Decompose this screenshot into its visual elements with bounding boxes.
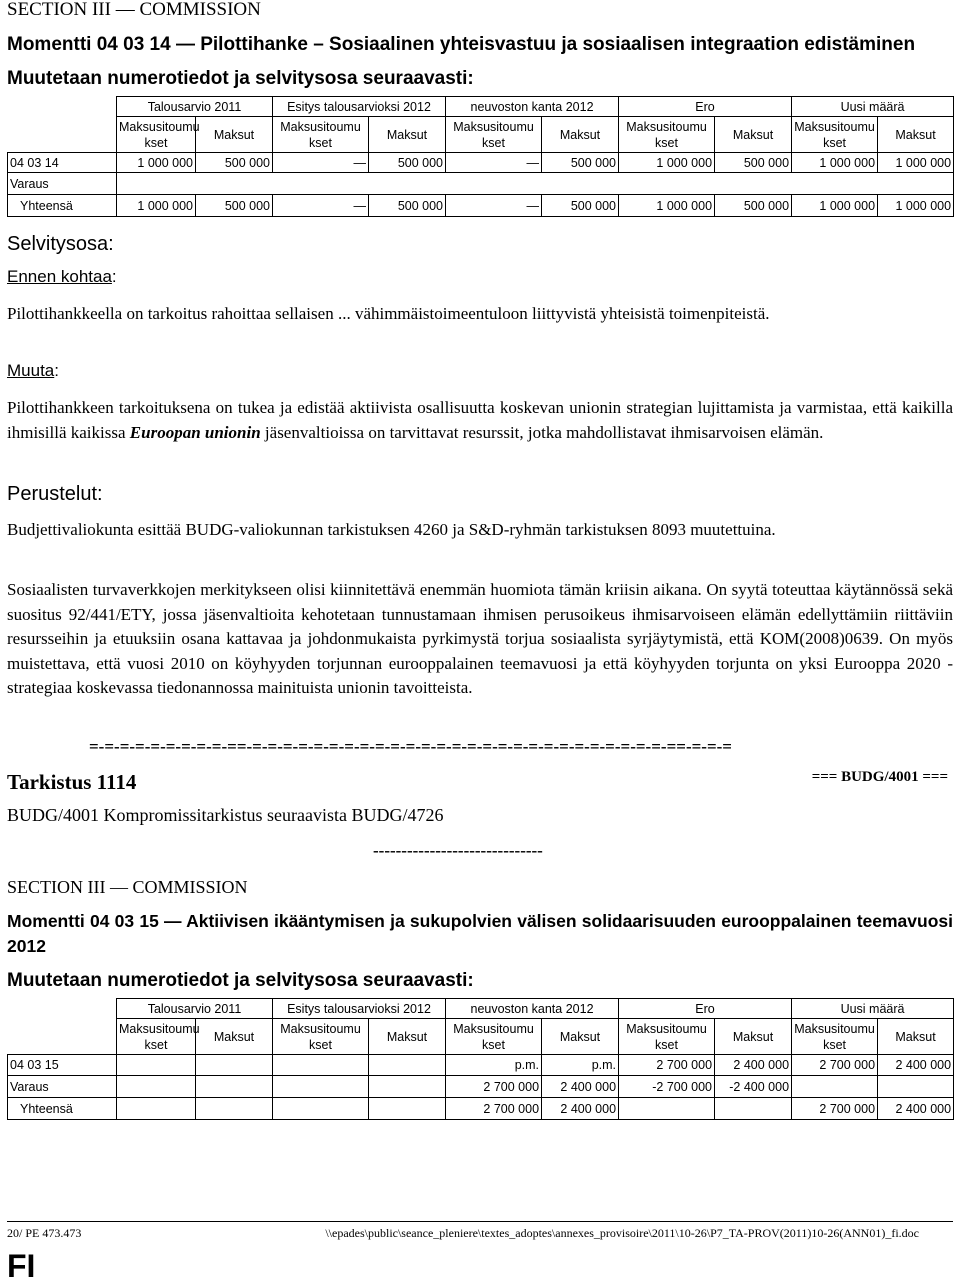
table-cell: 2 400 000 (878, 1098, 954, 1120)
table-cell (369, 1055, 446, 1076)
table-cell: 2 700 000 (619, 1055, 715, 1076)
table-cell (369, 1098, 446, 1120)
header-commitments: Maksusitoumu kset (619, 1019, 715, 1055)
table-cell: 500 000 (715, 153, 792, 173)
header-draft-budget-2012: Esitys talousarvioksi 2012 (273, 97, 446, 117)
header-payments: Maksut (196, 1019, 273, 1055)
header-difference: Ero (619, 97, 792, 117)
header-budget-2011: Talousarvio 2011 (117, 97, 273, 117)
table-cell (117, 1098, 196, 1120)
amendment-subtitle: BUDG/4001 Kompromissitarkistus seuraavista BUDG/4726 (7, 805, 444, 825)
table-cell (196, 1098, 273, 1120)
budg-tag: === BUDG/4001 === (811, 769, 948, 785)
row-label: Yhteensä (8, 195, 117, 217)
table-cell (369, 1076, 446, 1098)
table-cell: 1 000 000 (878, 153, 954, 173)
table-cell: — (446, 153, 542, 173)
amend-label: Muuta (7, 361, 55, 380)
header-council-position-2012: neuvoston kanta 2012 (446, 97, 619, 117)
momentti-heading: Momentti 04 03 15 — Aktiivisen ikääntymisen ja sukupolvien välisen solidaarisuuden eurooppalainen teemavuosi 2012 (7, 911, 953, 956)
before-label: Ennen kohtaa (7, 267, 112, 286)
table-cell: 500 000 (542, 195, 619, 217)
table-cell (715, 1098, 792, 1120)
header-commitments: Maksusitoumu kset (792, 1019, 878, 1055)
header-difference: Ero (619, 999, 792, 1019)
table-cell (273, 1055, 369, 1076)
table-cell: p.m. (542, 1055, 619, 1076)
budget-table-2 (7, 998, 954, 1120)
table-cell: 500 000 (196, 153, 273, 173)
table-cell (792, 1076, 878, 1098)
header-commitments: Maksusitoumu kset (273, 117, 369, 153)
table-cell: 1 000 000 (619, 195, 715, 217)
table-cell (196, 1055, 273, 1076)
before-heading (7, 266, 953, 288)
amendment-title: Tarkistus 1114 (7, 770, 137, 794)
amend-colon: : (54, 361, 59, 380)
header-payments: Maksut (878, 1019, 954, 1055)
table-cell: 500 000 (196, 195, 273, 217)
before-text: Pilottihankkeella on tarkoitus rahoittaa sellaisen ... vähimmäistoimeentuloon liittyvistä yhteisistä toimenpiteistä. (7, 304, 770, 323)
momentti-title: Momentti 04 03 14 — Pilottihanke – Sosiaalinen yhteisvastuu ja sosiaalisen integraation edistäminen (7, 34, 916, 55)
header-commitments: Maksusitoumu kset (446, 1019, 542, 1055)
header-payments: Maksut (715, 117, 792, 153)
table-cell: 2 400 000 (542, 1098, 619, 1120)
section-heading: SECTION III — COMMISSION (7, 877, 248, 897)
table-cell: 2 700 000 (446, 1076, 542, 1098)
header-commitments: Maksusitoumu kset (619, 117, 715, 153)
table-row (8, 1098, 954, 1120)
momentti-heading (7, 35, 953, 55)
row-label: Varaus (8, 1076, 117, 1098)
table-cell (619, 1098, 715, 1120)
explanation-heading: Selvitysosa: (7, 233, 114, 255)
language-code: FI (7, 1248, 36, 1284)
header-commitments: Maksusitoumu kset (273, 1019, 369, 1055)
table-cell: 2 700 000 (792, 1098, 878, 1120)
table-cell: 1 000 000 (619, 153, 715, 173)
separator-line: =-=-=-=-=-=-=-=-=-==-=-=-=-=-=-=-=-=-=-=-=-=-=-=-=-=-=-=-=-=-=-=-=-=-=-=-=-==-=-=-= (89, 737, 732, 756)
table-cell (878, 1076, 954, 1098)
table-cell: -2 400 000 (715, 1076, 792, 1098)
table-cell: 500 000 (369, 153, 446, 173)
table-cell (117, 173, 954, 195)
header-new-amount: Uusi määrä (792, 999, 954, 1019)
table-cell: 2 700 000 (446, 1098, 542, 1120)
table-cell: 2 400 000 (542, 1076, 619, 1098)
dash-separator: ------------------------------ (373, 841, 543, 860)
table-cell: — (446, 195, 542, 217)
table-row (8, 1055, 954, 1076)
header-payments: Maksut (369, 117, 446, 153)
header-payments: Maksut (542, 1019, 619, 1055)
header-commitments: Maksusitoumu kset (117, 117, 196, 153)
header-payments: Maksut (542, 117, 619, 153)
footer-file-path: \\epades\public\seance_pleniere\textes_adoptes\annexes_provisoire\2011\10-26\P7_TA-PROV(2011)10-26(ANN01)_fi.doc (325, 1226, 919, 1240)
table-cell: 500 000 (715, 195, 792, 217)
row-label: 04 03 15 (8, 1055, 117, 1076)
table-cell: — (273, 153, 369, 173)
table-cell: 500 000 (542, 153, 619, 173)
justification-paragraph-2: Sosiaalisten turvaverkkojen merkitykseen olisi kiinnitettävä enemmän huomiota tämän kriisin aikana. On syytä toteuttaa käytännössä sekä suositus 92/441/ETY, jossa jäsenvaltioita kehotetaan tunnustamaan ihmisen perusoikeus ihmisarvoiseen elämän edellyttämiin riittäviin resursseihin ja etuuksiin osana kattavaa ja johdonmukaista pyrkimystä torjua sosiaalista syrjäytymistä, että KOM(2008)0639. On myös muistettava, että vuosi 2010 on köyhyyden torjunnan eurooppalainen teemavuosi ja että köyhyyden torjunta on yksi Eurooppa 2020 -strategiaa koskevassa tiedonannossa mainituista unionin tavoitteista. (7, 580, 953, 697)
table-cell: 1 000 000 (117, 195, 196, 217)
table-cell: 1 000 000 (792, 153, 878, 173)
table-cell: 2 400 000 (715, 1055, 792, 1076)
header-payments: Maksut (369, 1019, 446, 1055)
table-cell: — (273, 195, 369, 217)
header-budget-2011: Talousarvio 2011 (117, 999, 273, 1019)
table-cell (117, 1055, 196, 1076)
amend-text: Pilottihankkeen tarkoituksena on tukea ja edistää aktiivista osallisuutta koskevan unionin strategian lujittamista ja varmistaa, että kaikilla ihmisillä kaikissa Euroopan unionin jäsenvaltioissa on tarvittavat resurssit, jotka mahdollistavat ihmisarvoisen elämän. (7, 398, 953, 442)
change-instruction: Muutetaan numerotiedot ja selvitysosa seuraavasti: (7, 68, 474, 89)
header-council-position-2012: neuvoston kanta 2012 (446, 999, 619, 1019)
table-cell: -2 700 000 (619, 1076, 715, 1098)
table-row (8, 195, 954, 217)
table-cell: 1 000 000 (792, 195, 878, 217)
table-cell: 1 000 000 (117, 153, 196, 173)
footer-divider (7, 1221, 953, 1222)
amend-heading (7, 360, 953, 382)
row-label: 04 03 14 (8, 153, 117, 173)
section-heading: SECTION III — COMMISSION (7, 0, 261, 20)
table-cell: 500 000 (369, 195, 446, 217)
header-payments: Maksut (196, 117, 273, 153)
header-payments: Maksut (878, 117, 954, 153)
justification-heading: Perustelut: (7, 483, 103, 505)
justification-paragraph-1: Budjettivaliokunta esittää BUDG-valiokunnan tarkistuksen 4260 ja S&D-ryhmän tarkistuksen 8093 muutettuina. (7, 520, 776, 539)
header-commitments: Maksusitoumu kset (792, 117, 878, 153)
row-label: Varaus (8, 173, 117, 195)
change-instruction: Muutetaan numerotiedot ja selvitysosa seuraavasti: (7, 970, 474, 991)
table-cell: 1 000 000 (878, 195, 954, 217)
budget-table-1 (7, 96, 954, 217)
emphasis-text: Euroopan unionin (129, 422, 261, 442)
header-commitments: Maksusitoumu kset (446, 117, 542, 153)
table-cell: p.m. (446, 1055, 542, 1076)
table-row (8, 173, 954, 195)
header-payments: Maksut (715, 1019, 792, 1055)
footer-page-ref: 20/ PE 473.473 (7, 1226, 82, 1240)
header-new-amount: Uusi määrä (792, 97, 954, 117)
table-cell (273, 1098, 369, 1120)
table-cell: 2 400 000 (878, 1055, 954, 1076)
table-cell (196, 1076, 273, 1098)
before-colon: : (111, 267, 117, 286)
row-label: Yhteensä (8, 1098, 117, 1120)
header-commitments: Maksusitoumu kset (117, 1019, 196, 1055)
table-row (8, 153, 954, 173)
table-cell (117, 1076, 196, 1098)
table-cell: 2 700 000 (792, 1055, 878, 1076)
table-cell (273, 1076, 369, 1098)
table-row (8, 1076, 954, 1098)
header-draft-budget-2012: Esitys talousarvioksi 2012 (273, 999, 446, 1019)
